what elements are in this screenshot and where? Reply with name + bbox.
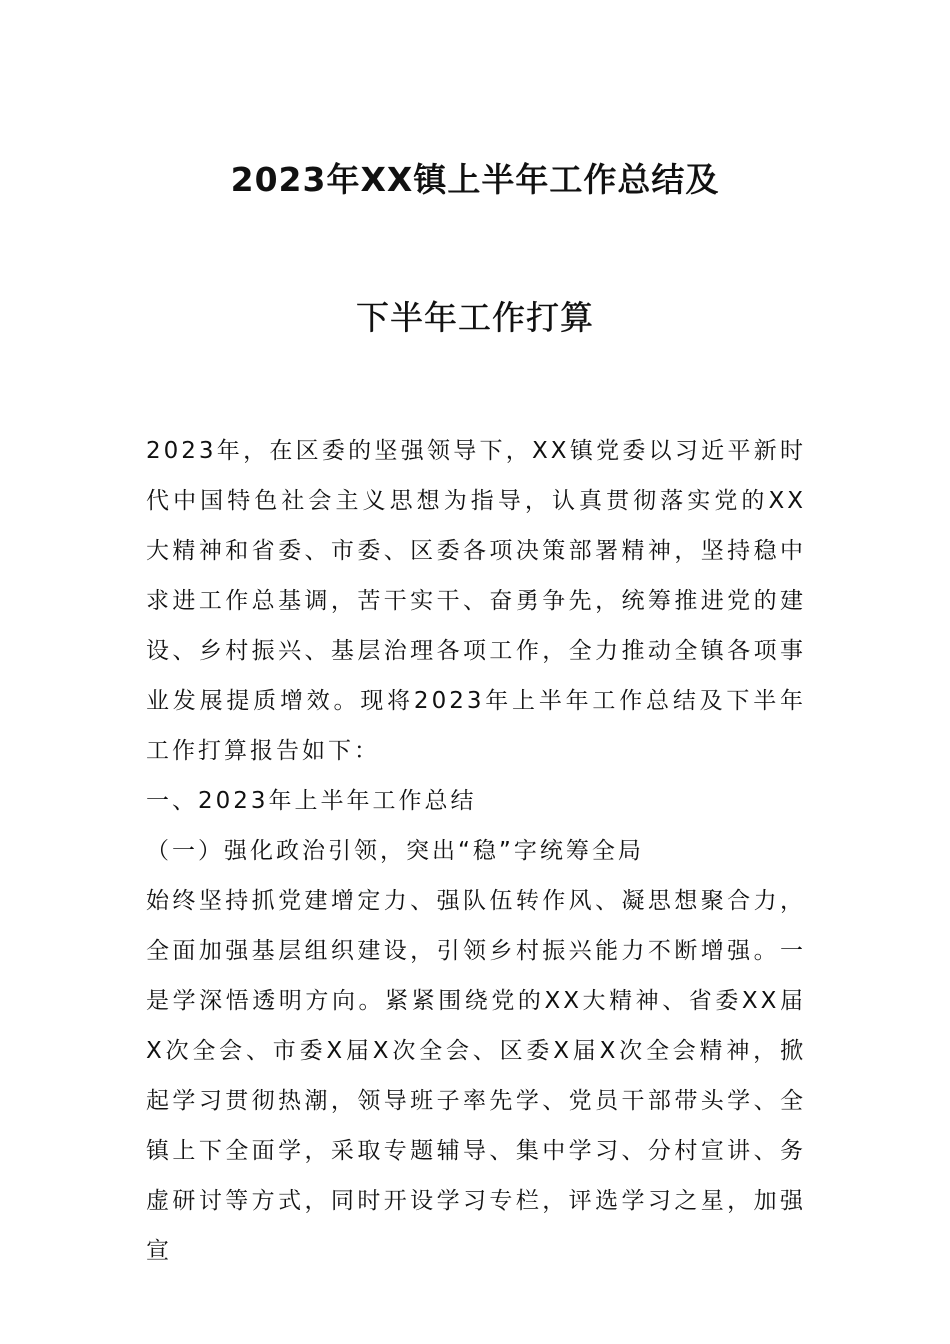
document-body [146, 426, 806, 1276]
subsection-body-paragraph: 始终坚持抓党建增定力、强队伍转作风、凝思想聚合力，全面加强基层组织建设，引领乡村振兴能力不断增强。一是学深悟透明方向。紧紧围绕党的XX大精神、省委XX届X次全会、市委X届X次全会、区委X届X次全会精神，掀起学习贯彻热潮，领导班子率先学、党员干部带头学、全镇上下全面学，采取专题辅导、集中学习、分村宣讲、务虚研讨等方式，同时开设学习专栏，评选学习之星，加强宣 [146, 888, 806, 1264]
subsection-heading: （一）强化政治引领，突出“稳”字统筹全局 [146, 838, 644, 864]
document-title-line-1: 2023年XX镇上半年工作总结及 [230, 160, 720, 199]
section-heading: 一、2023年上半年工作总结 [146, 788, 477, 814]
document-title-line-2: 下半年工作打算 [356, 298, 594, 337]
intro-paragraph: 2023年，在区委的坚强领导下，XX镇党委以习近平新时代中国特色社会主义思想为指导，认真贯彻落实党的XX大精神和省委、市委、区委各项决策部署精神，坚持稳中求进工作总基调，苦干实干、奋勇争先，统筹推进党的建设、乡村振兴、基层治理各项工作，全力推动全镇各项事业发展提质增效。现将2023年上半年工作总结及下半年工作打算报告如下： [146, 438, 806, 764]
